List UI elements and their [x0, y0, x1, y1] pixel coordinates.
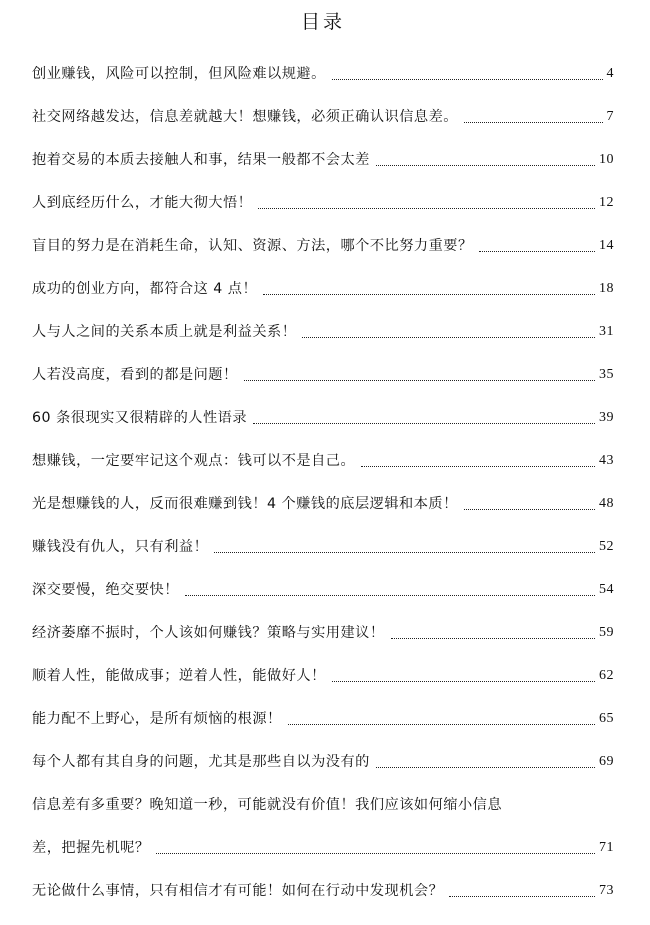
dot-leader	[263, 294, 595, 295]
dot-leader	[214, 552, 595, 553]
toc-entry[interactable]	[32, 867, 614, 910]
toc-entry[interactable]	[32, 351, 614, 394]
toc-entry-title: 人若没高度，看到的都是问题！	[32, 367, 238, 383]
toc-entry-page: 43	[599, 453, 614, 468]
toc-entry-line	[32, 781, 614, 824]
toc-entry[interactable]	[32, 566, 614, 609]
toc-entry-title-line1: 信息差有多重要？晚知道一秒，可能就没有价值！我们应该如何缩小信息	[32, 797, 503, 813]
toc-entry-title: 经济萎靡不振时，个人该如何赚钱？策略与实用建议！	[32, 625, 385, 641]
dot-leader	[464, 122, 603, 123]
toc-entry-title: 想赚钱，一定要牢记这个观点：钱可以不是自己。	[32, 453, 356, 469]
toc-entry-title: 能力配不上野心，是所有烦恼的根源！	[32, 711, 282, 727]
toc-entry-page: 18	[599, 281, 614, 296]
toc-entry[interactable]	[32, 265, 614, 308]
dot-leader	[156, 853, 595, 854]
toc-entry-page: 52	[599, 539, 614, 554]
toc-entry-title-line2: 差，把握先机呢？	[32, 840, 150, 856]
toc-title: 目录	[300, 11, 345, 33]
dot-leader	[479, 251, 595, 252]
toc-entry[interactable]	[32, 48, 614, 93]
toc-entry[interactable]	[32, 179, 614, 222]
toc-entry-page: 31	[599, 324, 614, 339]
toc-entry-title: 光是想赚钱的人，反而很难赚到钱！4 个赚钱的底层逻辑和本质！	[32, 496, 458, 512]
toc-entry[interactable]	[32, 738, 614, 781]
toc-entry[interactable]	[32, 652, 614, 695]
dot-leader	[258, 208, 595, 209]
dot-leader	[332, 79, 603, 80]
toc-entry-title: 抱着交易的本质去接触人和事，结果一般都不会太差	[32, 152, 370, 168]
toc-entry[interactable]	[32, 480, 614, 523]
toc-entry-page: 71	[599, 840, 614, 855]
toc-entry[interactable]	[32, 136, 614, 179]
dot-leader	[361, 466, 595, 467]
toc-entry-page: 10	[599, 152, 614, 167]
toc-entry[interactable]	[32, 695, 614, 738]
toc-entry-title: 人到底经历什么，才能大彻大悟！	[32, 195, 253, 211]
toc-entry-title: 赚钱没有仇人，只有利益！	[32, 539, 209, 555]
toc-entry[interactable]	[32, 394, 614, 437]
toc-entry-title: 创业赚钱，风险可以控制，但风险难以规避。	[32, 66, 326, 82]
dot-leader	[288, 724, 595, 725]
toc-entry-line	[32, 824, 614, 867]
toc-entry[interactable]	[32, 609, 614, 652]
dot-leader	[449, 896, 595, 897]
toc-entry-page: 4	[606, 66, 614, 81]
dot-leader	[244, 380, 595, 381]
dot-leader	[302, 337, 595, 338]
toc-entry[interactable]	[32, 437, 614, 480]
toc-entry-title: 盲目的努力是在消耗生命，认知、资源、方法，哪个不比努力重要？	[32, 238, 473, 254]
toc-entry[interactable]	[32, 781, 614, 867]
toc-entry-title: 每个人都有其自身的问题，尤其是那些自以为没有的	[32, 754, 370, 770]
toc-entry-page: 48	[599, 496, 614, 511]
toc-entry-page: 62	[599, 668, 614, 683]
dot-leader	[376, 767, 595, 768]
toc-entry-title: 无论做什么事情，只有相信才有可能！如何在行动中发现机会？	[32, 883, 444, 899]
toc-entry-page: 7	[606, 109, 614, 124]
dot-leader	[376, 165, 595, 166]
toc-entry-title: 社交网络越发达，信息差就越大！想赚钱，必须正确认识信息差。	[32, 109, 458, 125]
toc-entry-page: 65	[599, 711, 614, 726]
dot-leader	[391, 638, 595, 639]
toc-entry-title: 顺着人性，能做成事；逆着人性，能做好人！	[32, 668, 326, 684]
toc-entry-page: 39	[599, 410, 614, 425]
dot-leader	[464, 509, 595, 510]
toc-entry-title: 成功的创业方向，都符合这 4 点！	[32, 281, 258, 297]
toc-entry-title: 深交要慢，绝交要快！	[32, 582, 179, 598]
toc-entry[interactable]	[32, 93, 614, 136]
dot-leader	[253, 423, 595, 424]
toc-entry-title: 60 条很现实又很精辟的人性语录	[32, 410, 248, 426]
toc-entry[interactable]	[32, 523, 614, 566]
toc-entry-page: 54	[599, 582, 614, 597]
dot-leader	[185, 595, 595, 596]
toc-entry[interactable]	[32, 308, 614, 351]
dot-leader	[332, 681, 595, 682]
toc-entry-page: 73	[599, 883, 614, 898]
toc-entry-page: 69	[599, 754, 614, 769]
toc-entry-page: 35	[599, 367, 614, 382]
toc-entry-title: 人与人之间的关系本质上就是利益关系！	[32, 324, 297, 340]
toc-entry-page: 59	[599, 625, 614, 640]
toc-entry[interactable]	[32, 222, 614, 265]
toc-entry-page: 12	[599, 195, 614, 210]
toc-entry-page: 14	[599, 238, 614, 253]
toc-list	[32, 48, 614, 910]
